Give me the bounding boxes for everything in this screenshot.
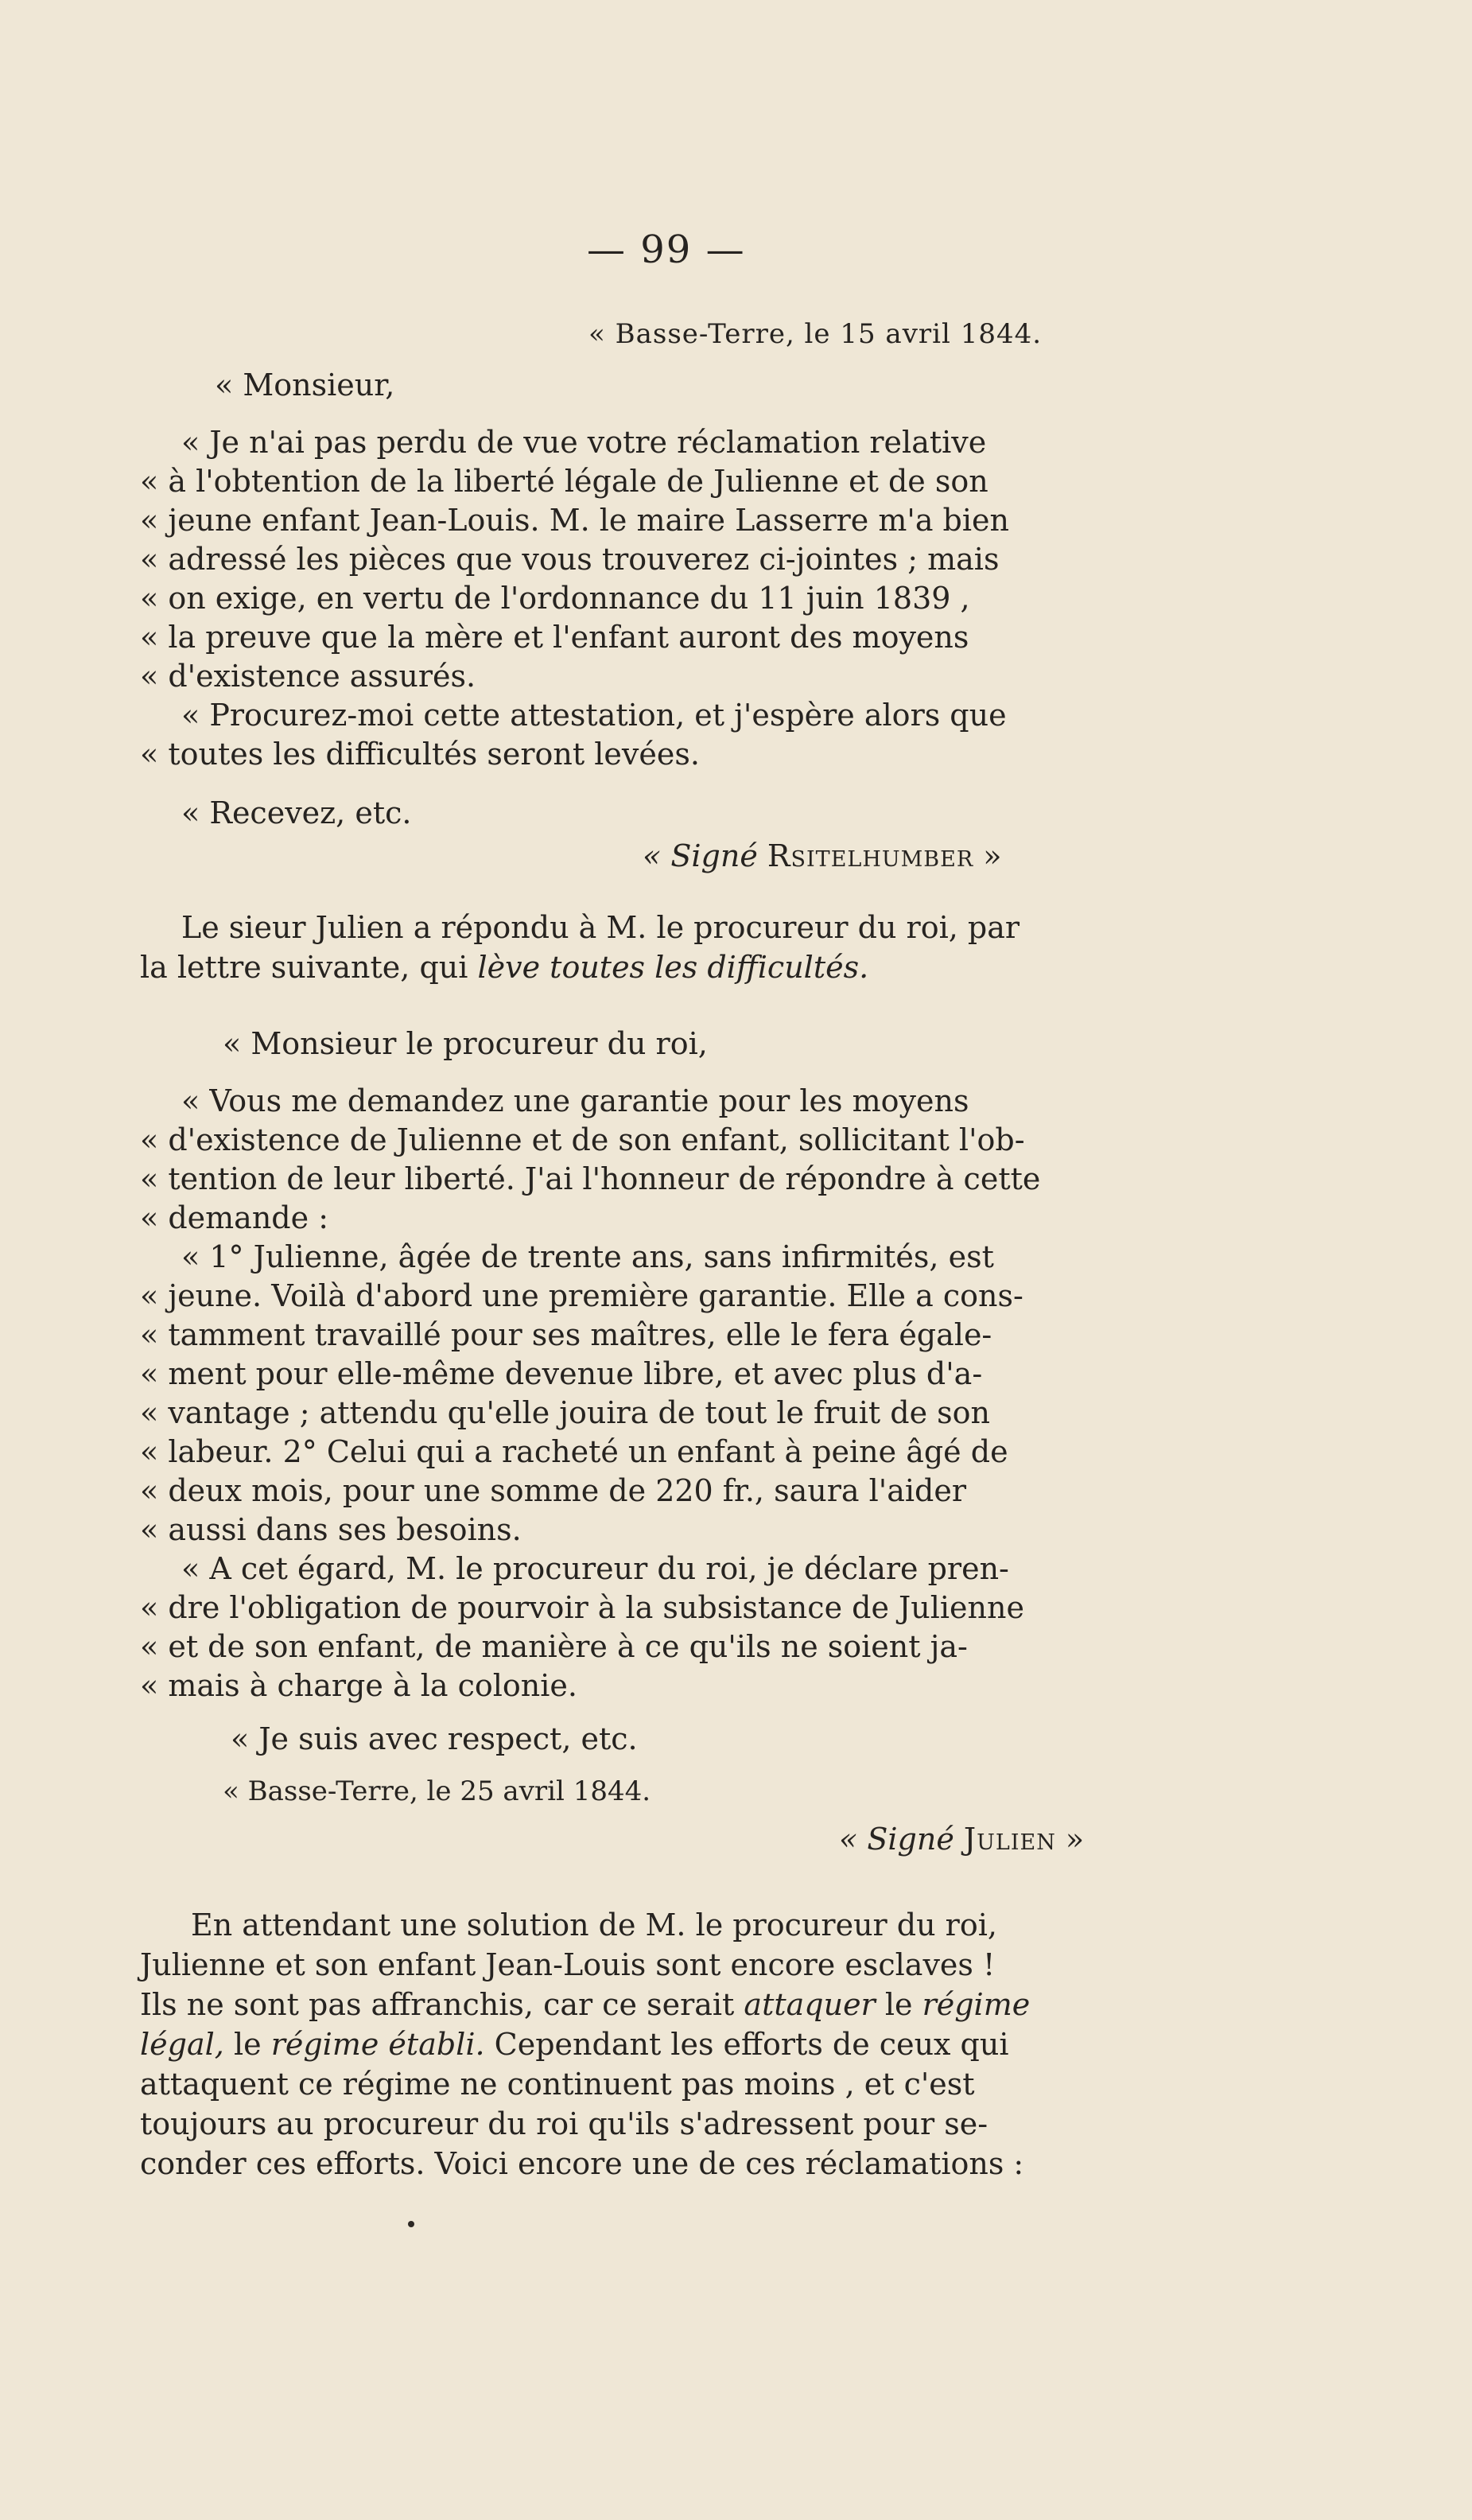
- letter1-line-3: « jeune enfant Jean-Louis. M. le maire Lasserre m'a bien: [140, 503, 1010, 538]
- signature-prefix: « Signé: [643, 838, 758, 873]
- letter1-signature: [643, 835, 1002, 877]
- narrative2-line-2: Julienne et son enfant Jean-Louis sont encore esclaves !: [140, 1947, 996, 1982]
- letter2-line-16: « mais à charge à la colonie.: [140, 1668, 577, 1703]
- signature-name: Rsitelhumber: [767, 838, 974, 873]
- signature-suffix: »: [1065, 1822, 1085, 1857]
- letter2-line-14: « dre l'obligation de pourvoir à la subsistance de Julienne: [140, 1590, 1024, 1625]
- narrative1-line-2: la lettre suivante, qui lève toutes les difficultés.: [140, 950, 869, 985]
- signature-name: Julien: [963, 1822, 1056, 1857]
- narrative2-line-5: attaquent ce régime ne continuent pas moins , et c'est: [140, 2067, 975, 2102]
- letter2-line-13: « A cet égard, M. le procureur du roi, je déclare pren-: [181, 1551, 1009, 1586]
- letter1-line-7: « d'existence assurés.: [140, 659, 476, 694]
- letter2-line-11: « deux mois, pour une somme de 220 fr., saura l'aider: [140, 1473, 967, 1508]
- letter2-line-12: « aussi dans ses besoins.: [140, 1512, 522, 1547]
- letter1-line-6: « la preuve que la mère et l'enfant auront des moyens: [140, 620, 969, 655]
- letter1-line-5: « on exige, en vertu de l'ordonnance du 11 juin 1839 ,: [140, 581, 970, 616]
- letter2-line-10: « labeur. 2° Celui qui a racheté un enfant à peine âgé de: [140, 1434, 1008, 1469]
- letter1-line-8: « Procurez-moi cette attestation, et j'espère alors que: [181, 698, 1007, 733]
- page-number: — 99 —: [587, 228, 746, 272]
- letter2-line-15: « et de son enfant, de manière à ce qu'ils ne soient ja-: [140, 1629, 968, 1664]
- letter2-line-7: « tamment travaillé pour ses maîtres, elle le fera égale-: [140, 1317, 992, 1352]
- letter2-salutation: « Monsieur le procureur du roi,: [223, 1026, 708, 1061]
- letter2-line-17: « Je suis avec respect, etc.: [231, 1721, 638, 1756]
- narrative2-line-6: toujours au procureur du roi qu'ils s'adressent pour se-: [140, 2106, 988, 2141]
- narrative2-line-7: conder ces efforts. Voici encore une de ces réclamations :: [140, 2146, 1024, 2181]
- letter2-line-4: « demande :: [140, 1200, 328, 1235]
- signature-prefix: « Signé: [839, 1822, 954, 1857]
- narrative1-line-1: Le sieur Julien a répondu à M. le procureur du roi, par: [181, 910, 1020, 945]
- letter1-dateline: « Basse-Terre, le 15 avril 1844.: [588, 318, 1043, 350]
- letter1-line-4: « adressé les pièces que vous trouverez ci-jointes ; mais: [140, 542, 1000, 577]
- narrative2-line-3: Ils ne sont pas affranchis, car ce serait attaquer le régime: [140, 1987, 1031, 2022]
- letter2-signature: [839, 1818, 1084, 1860]
- letter1-salutation: « Monsieur,: [215, 368, 395, 402]
- letter2-line-6: « jeune. Voilà d'abord une première garantie. Elle a cons-: [140, 1278, 1023, 1313]
- letter1-line-2: « à l'obtention de la liberté légale de Julienne et de son: [140, 464, 988, 499]
- ink-dot: [408, 2221, 414, 2227]
- narrative2-line-4: légal, le régime établi. Cependant les efforts de ceux qui: [140, 2027, 1009, 2062]
- letter2-line-1: « Vous me demandez une garantie pour les moyens: [181, 1083, 969, 1118]
- letter2-dateline: « Basse-Terre, le 25 avril 1844.: [223, 1775, 651, 1807]
- letter2-line-2: « d'existence de Julienne et de son enfant, sollicitant l'ob-: [140, 1122, 1025, 1157]
- letter1-line-10: « Recevez, etc.: [181, 795, 412, 830]
- letter2-line-5: « 1° Julienne, âgée de trente ans, sans infirmités, est: [181, 1239, 994, 1274]
- letter1-line-1: « Je n'ai pas perdu de vue votre réclamation relative: [181, 425, 987, 460]
- narrative2-line-1: En attendant une solution de M. le procureur du roi,: [191, 1908, 997, 1942]
- letter2-line-9: « vantage ; attendu qu'elle jouira de tout le fruit de son: [140, 1395, 990, 1430]
- letter2-line-3: « tention de leur liberté. J'ai l'honneur de répondre à cette: [140, 1161, 1041, 1196]
- signature-suffix: »: [983, 838, 1002, 873]
- letter2-line-8: « ment pour elle-même devenue libre, et avec plus d'a-: [140, 1356, 983, 1391]
- letter1-line-9: « toutes les difficultés seront levées.: [140, 737, 700, 772]
